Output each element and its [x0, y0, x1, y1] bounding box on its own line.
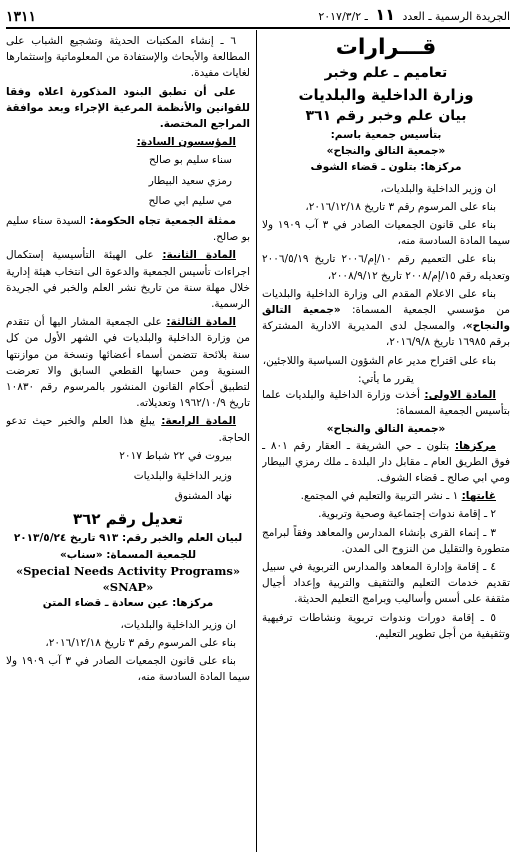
address-label: مركزها: — [454, 439, 496, 452]
article-3 — [6, 314, 250, 411]
recital-decree-2: بناء على المرسوم رقم ٣ تاريخ ٢٠١٦/١٢/١٨، — [45, 636, 236, 649]
goal-1: ١ ـ نشر التربية والتعليم في المجتمع. — [300, 490, 462, 503]
page-number: ١٣١١ — [6, 8, 37, 25]
recital-notice-reg: ، والمسجل لدى المديرية الادارية المشتركة برقم ١٦٩٨٥ تاريخ ٢٠١٦/٩/٨، — [262, 320, 510, 349]
gazette-name: الجريدة الرسمية ـ العدد — [402, 9, 510, 23]
recital-law: بناء على قانون الجمعيات الصادر في ٣ آب ١٩٠٩ ولا سيما المادة السادسة منه، — [262, 219, 510, 248]
founders-list — [6, 152, 250, 209]
association-name: «جمعية التالق والنجاح» — [326, 145, 446, 158]
gazette-issue-info — [318, 4, 510, 25]
decision-title: بيان علم وخبر رقم ٣٦١ — [305, 108, 467, 124]
place-date: بيروت في ٢٢ شباط ٢٠١٧ — [119, 449, 232, 462]
founder-name: سناء سليم بو صالح — [149, 154, 232, 167]
rep-text: السيدة سناء سليم بو صالح. — [6, 215, 250, 244]
goal-3: ٣ ـ إنماء القرى بإنشاء المدارس والمعاهد وفقاً لبرامج متطورة والتقليل من النزوح الى المدن. — [262, 526, 510, 555]
address-text: بتلون ـ حي الشريفة ـ العقار رقم ٨٠١ ـ فوق الطريق العام ـ مقابل دار البلدة ـ ملك رمزي البيطار ومي ابي صالح ـ قضاء الشوف. — [262, 439, 510, 485]
minister-intro: ان وزير الداخلية والبلديات، — [380, 182, 496, 195]
article-1-label: المادة الاولى: — [424, 389, 497, 402]
founders-label: المؤسسون السادة: — [136, 136, 236, 149]
amendment-assoc: للجمعية المسماة: «سناب» — [59, 548, 197, 561]
right-column — [262, 33, 510, 851]
article-1-text: أخذت وزارة الداخلية والبلديات علما بتأسيس الجمعية المسماة: — [262, 389, 510, 418]
article-4 — [6, 413, 250, 445]
recital-proposal: بناء على اقتراح مدير عام الشؤون السياسية واللاجئين، — [262, 354, 496, 367]
article-4-label: المادة الرابعة: — [161, 415, 237, 428]
article-1 — [262, 387, 510, 419]
goal-6: ٦ ـ إنشاء المكتبات الحديثة وتشجيع الشباب على المطالعة والأبحاث والإستفادة من المعلوماتية وإستثمارها لغايات مفيدة. — [6, 35, 250, 80]
decides-line: يقرر ما يأتي: — [358, 372, 414, 385]
recital-notice-text: بناء على الاعلام المقدم الى وزارة الداخلية والبلديات من مؤسسي الجمعية المسماة: — [262, 287, 510, 317]
minister-name: نهاد المشنوق — [174, 490, 232, 503]
goal-4: ٤ ـ إقامة وإدارة المعاهد والمدارس التربوية في سبيل تقديم خدمات التعليم والتثقيف والتربية وإعداد أجيال مثقفة على أسس وأساليب وبرامج التعليم الحديثة. — [262, 561, 510, 606]
article-4-text: يبلغ هذا العلم والخبر حيث تدعو الحاجة. — [6, 415, 250, 444]
section-subtitle: تعاميم ـ علم وخبر — [324, 65, 448, 81]
minister-title: وزير الداخلية والبلديات — [133, 470, 232, 483]
article-2-text: على الهيئة التأسيسية إستكمال اجراءات تأسيس الجمعية والدعوة الى انتخاب هيئة إدارية خلال مهلة سنة من تاريخ نشر العلم والخبر في الجريدة الرسمية. — [6, 249, 250, 311]
recital-law-2: بناء على قانون الجمعيات الصادر في ٣ آب ١٩٠٩ ولا سيما المادة السادسة منه، — [6, 654, 250, 684]
article-3-label: المادة الثالثة: — [166, 316, 236, 329]
amendment-title: تعديل رقم ٣٦٢ — [73, 510, 183, 529]
founder-name: رمزي سعيد البيطار — [148, 174, 232, 187]
issue-number: ١١ — [375, 4, 395, 24]
issue-date: ـ ٢٠١٧/٣/٢ — [318, 9, 368, 23]
ministry-heading: وزارة الداخلية والبلديات — [298, 86, 474, 104]
recital-decree: بناء على المرسوم رقم ٣ تاريخ ٢٠١٦/١٢/١٨، — [305, 200, 496, 213]
left-column — [6, 33, 250, 851]
assoc-address — [262, 438, 510, 487]
page-header — [6, 3, 510, 25]
goal-2: ٢ ـ إقامة ندوات إجتماعية وصحية وتربوية. — [318, 508, 496, 521]
article-3-text: على الجمعية المشار اليها أن تتقدم من وزارة الداخلية والبلديات في الشهر الأول من كل سنة بلائحة تتضمن أسماء أعضائها ونسخة من موازنتها السنوية ومن حسابها القطعي السابق والا تعرضت لتطبيق أحكام القانون المنشور بالمرسوم رقم ١٠٨٣٠ تاريخ ١٩٦٢/١٠/٩ وتعديلاته. — [6, 316, 250, 410]
section-title: قـــرارات — [335, 35, 437, 60]
amendment-ref: لبيان العلم والخبر رقم: ٩١٣ تاريخ ٢٠١٣/٥/٢٤ — [13, 532, 243, 545]
recital-notice — [262, 286, 510, 351]
association-center: مركزها: بتلون ـ قضاء الشوف — [310, 161, 462, 174]
condition-clause: على أن تطبق البنود المذكورة اعلاه وفقا للقوانين والأنظمة المرعية الإجراء وبعد موافقة المراجع المختصة. — [6, 85, 250, 131]
recital-notice-assoc: «جمعية التالق والنجاح» — [262, 304, 510, 333]
header-rule — [6, 27, 510, 29]
founding-line: بتأسيس جمعية باسم: — [330, 129, 442, 141]
article-2-label: المادة الثانية: — [162, 249, 236, 262]
article-2 — [6, 247, 250, 312]
association-acronym: «SNAP» — [102, 580, 154, 595]
article-1-assoc: «جمعية التالق والنجاح» — [326, 423, 446, 436]
association-english-name: «Special Needs Activity Programs» — [15, 563, 241, 578]
gov-representative — [6, 213, 250, 245]
minister-intro-2: ان وزير الداخلية والبلديات، — [120, 618, 236, 631]
recital-circular: بناء على التعميم رقم ١٠/إم/٢٠٠٦ تاريخ ٢٠٠٦/٥/١٩ وتعديله رقم ١٥/إم/٢٠٠٨ تاريخ ٢٠٠٨/٩/١٢، — [262, 253, 510, 282]
signature-block — [6, 448, 250, 505]
column-divider — [256, 30, 257, 852]
amendment-center: مركزها: عين سعادة ـ قضاء المتن — [42, 597, 214, 610]
founder-name: مي سليم ابي صالح — [148, 194, 232, 207]
goal-5: ٥ ـ إقامة دورات وندوات تربوية ونشاطات ترفيهية وتثقيفية من أجل تطوير التعليم. — [262, 611, 510, 640]
assoc-goals — [262, 488, 510, 504]
rep-label: ممثلة الجمعية تجاه الحكومة: — [89, 215, 236, 228]
goals-label: غايتها: — [461, 490, 496, 503]
